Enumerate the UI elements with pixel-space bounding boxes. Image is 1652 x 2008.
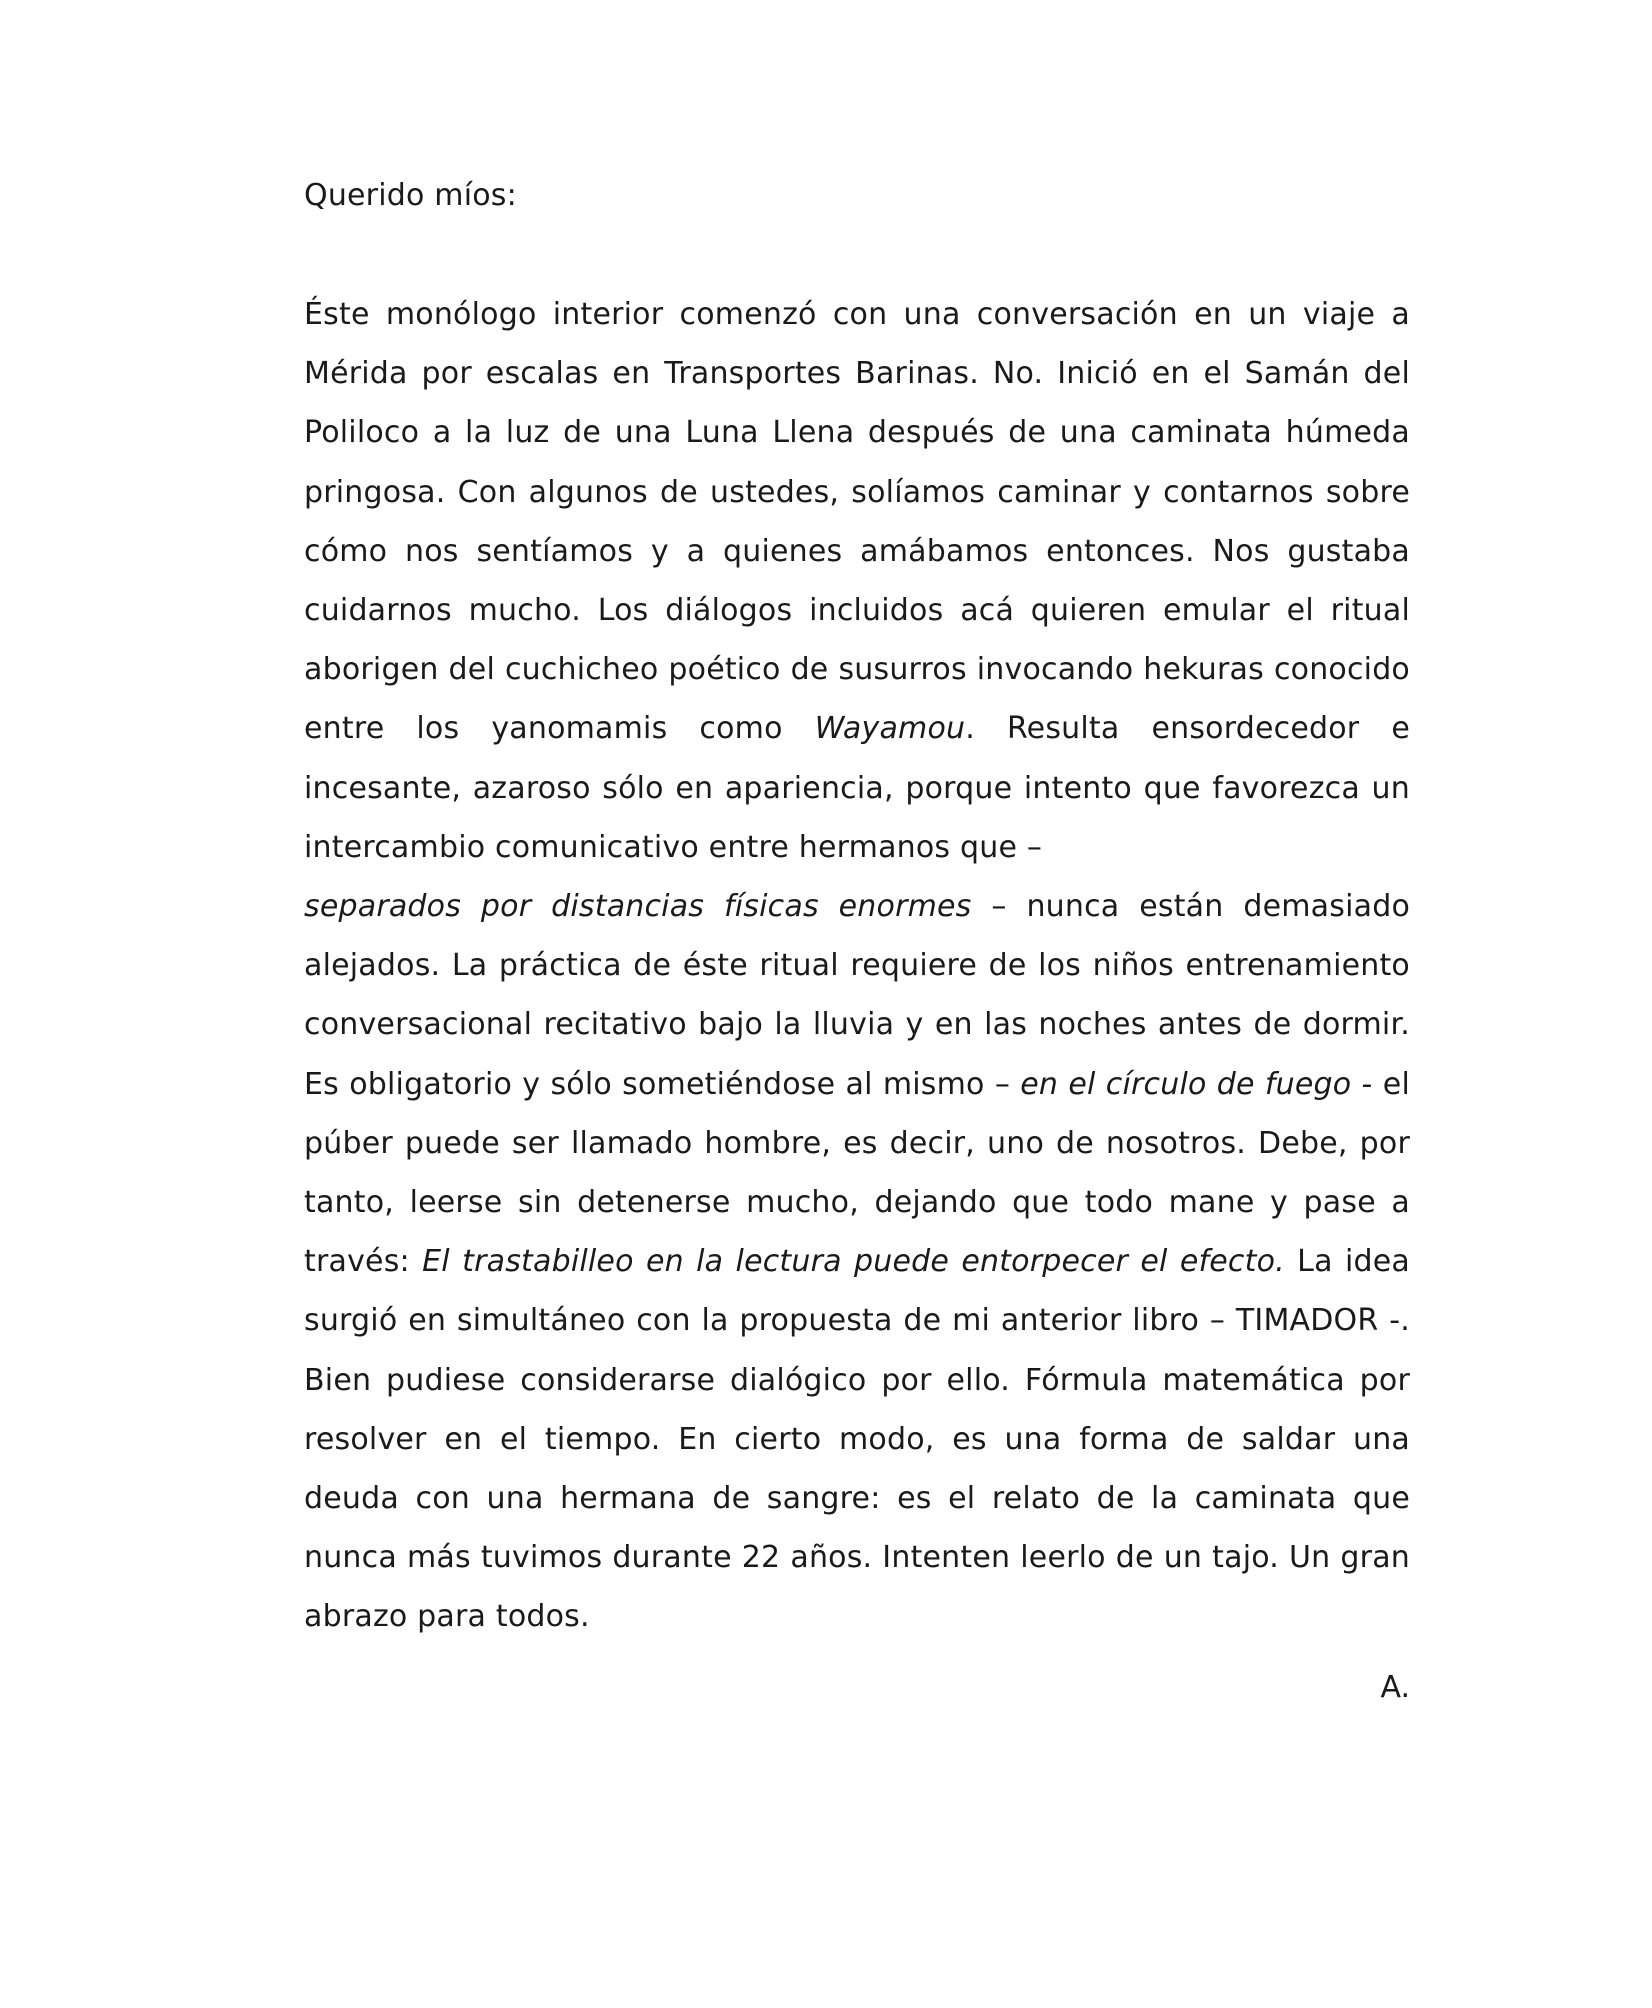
salutation: Querido míos: [304, 178, 517, 213]
body-text: . Resulta ensordecedor e incesante, azaroso sólo en apariencia, porque intento que favorezca un intercambio comunicativo entre hermanos que – [304, 711, 1410, 865]
italic-term: Wayamou [814, 711, 966, 747]
italic-phrase: separados por distancias físicas enormes [304, 889, 972, 925]
letter-body [304, 285, 1410, 1647]
signature: A. [1380, 1670, 1410, 1705]
body-text: Éste monólogo interior comenzó con una conversación en un viaje a Mérida por escalas en Transportes Barinas. No. Inició en el Samán del Poliloco a la luz de una Luna Llena después de una caminata húmeda pringosa. Con algunos de ustedes, solíamos caminar y contarnos sobre cómo nos sentíamos y a quienes amábamos entonces. Nos gustaba cuidarnos mucho. Los diálogos incluidos acá quieren emular el ritual aborigen del cuchicheo poético de susurros invocando hekuras conocido entre los yanomamis como [304, 297, 1410, 747]
body-text: - el púber puede ser llamado hombre, es decir, uno de nosotros. Debe, por tanto, leerse sin detenerse mucho, dejando que todo mane y pase a través: [304, 1066, 1410, 1280]
italic-phrase: El trastabilleo en la lectura puede entorpecer el efecto. [422, 1244, 1285, 1280]
body-text: – nunca están demasiado alejados. La práctica de éste ritual requiere de los niños entrenamiento conversacional recitativo bajo la lluvia y en las noches antes de dormir. Es obligatorio y sólo sometiéndose al mismo – [304, 889, 1411, 1102]
italic-phrase: en el círculo de fuego [1020, 1066, 1352, 1102]
body-text: La idea surgió en simultáneo con la propuesta de mi anterior libro – TIMADOR -. Bien pudiese considerarse dialógico por ello. Fórmula matemática por resolver en el tiempo. En cierto modo, es una forma de saldar una deuda con una hermana de sangre: es el relato de la caminata que nunca más tuvimos durante 22 años. Intenten leerlo de un tajo. Un gran abrazo para todos. [304, 1244, 1410, 1635]
